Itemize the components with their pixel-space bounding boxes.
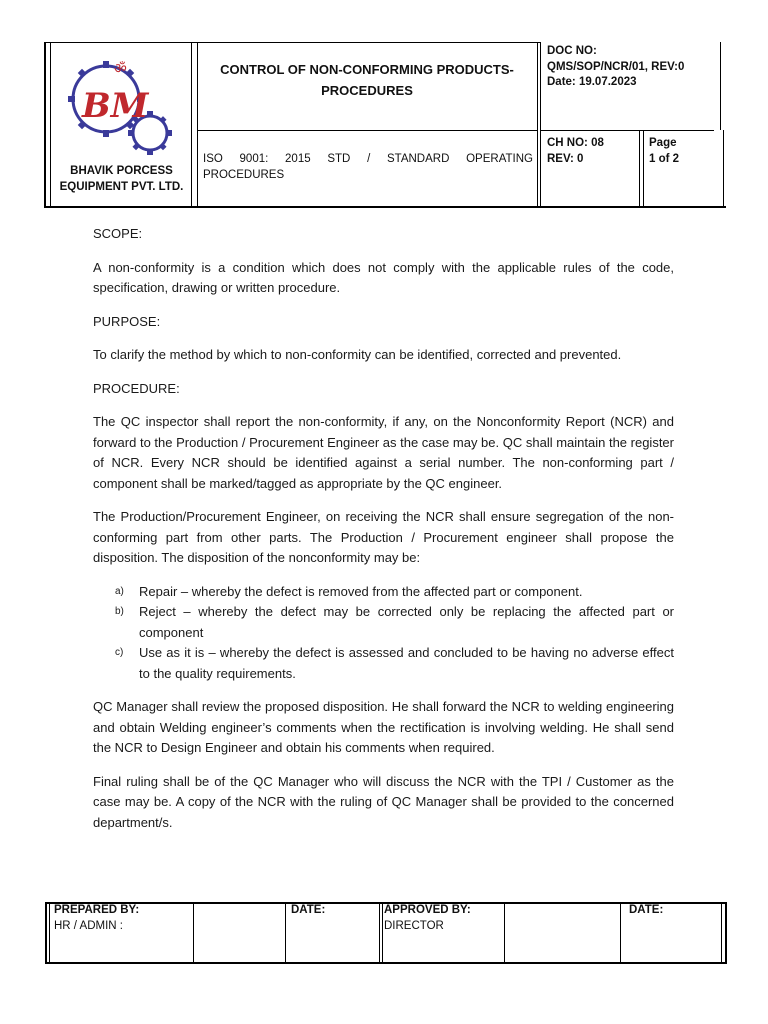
header-border	[44, 206, 726, 208]
prepared-date-label: DATE:	[291, 904, 326, 916]
doc-no-label: DOC NO:	[547, 45, 597, 57]
header-border	[197, 130, 537, 131]
list-item	[93, 582, 674, 603]
header-border	[723, 130, 724, 207]
approved-by-value: DIRECTOR	[384, 919, 444, 932]
list-marker: a)	[115, 585, 124, 597]
purpose-text: To clarify the method by which to non-conformity can be identified, corrected and prevented.	[93, 347, 622, 362]
approved-by-label: APPROVED BY:	[384, 904, 471, 916]
footer-border	[45, 962, 727, 964]
footer-border	[721, 902, 722, 964]
document-header	[44, 42, 726, 207]
header-border	[537, 42, 538, 207]
footer-border	[49, 902, 50, 964]
footer-border	[382, 902, 383, 964]
approved-by	[384, 903, 502, 934]
prepared-by-label: PREPARED BY:	[54, 904, 140, 916]
iso-standard-text: ISO 9001: 2015 STD / STANDARD OPERATING PROCEDURES	[203, 153, 533, 181]
disposition-list	[93, 582, 674, 685]
scope-heading: SCOPE:	[93, 226, 143, 241]
page-title	[214, 60, 520, 101]
om-symbol-icon: ॐ	[114, 61, 127, 77]
list-marker: b)	[115, 606, 124, 617]
list-item-text: Reject – whereby the defect may be corrected only be replacing the affected part or component	[139, 604, 674, 640]
header-border	[50, 42, 51, 207]
logo-monogram: BM	[82, 86, 149, 126]
procedure-paragraph: QC Manager shall review the proposed disposition. He shall forward the NCR to welding engineering and obtain Welding engineer’s comments when the rectification is involving welding. He shall send the NCR to Design Engineer and obtain his comments when required.	[93, 699, 674, 755]
page-number	[649, 136, 719, 167]
header-border	[44, 42, 46, 207]
list-item	[93, 602, 674, 643]
page-label: Page	[649, 137, 677, 149]
header-border	[540, 42, 541, 207]
list-item-text: Use as it is – whereby the defect is assessed and concluded to be having no adverse effect to the quality requirements.	[139, 645, 674, 681]
document-body	[93, 224, 674, 846]
list-marker: c)	[115, 647, 124, 658]
signature-footer	[45, 902, 727, 964]
iso-standard	[203, 152, 533, 183]
header-border	[540, 130, 714, 131]
procedure-paragraph: The QC inspector shall report the non-conformity, if any, on the Nonconformity Report (NCR) and forward to the Production / Procurement Engineer as the case may be. QC shall maintain the register of NCR. Every NCR should be identified against a serial number. The non-conforming part / component shall be marked/tagged as appropriate by the QC engineer.	[93, 414, 674, 491]
doc-no-value: QMS/SOP/NCR/01, REV:0	[547, 60, 685, 73]
chapter-rev	[547, 136, 637, 167]
chapter-no: CH NO: 08	[547, 137, 604, 149]
page-title-text: CONTROL OF NON-CONFORMING PRODUCTS-PROCEDURES	[220, 62, 514, 98]
purpose-heading: PURPOSE:	[93, 313, 161, 329]
footer-border	[504, 902, 505, 964]
footer-border	[45, 902, 47, 964]
header-border	[197, 42, 198, 207]
footer-border	[379, 902, 380, 964]
footer-border	[620, 902, 621, 964]
scope-text: A non-conformity is a condition which does not comply with the applicable rules of the code, specification, drawing or written procedure.	[93, 259, 674, 295]
doc-no	[547, 44, 721, 91]
revision: REV: 0	[547, 152, 584, 165]
company-name	[52, 164, 191, 195]
approved-date-label: DATE:	[629, 904, 664, 916]
list-item-text: Repair – whereby the defect is removed from the affected part or component.	[139, 583, 583, 599]
prepared-by	[54, 903, 192, 934]
footer-border	[285, 902, 286, 964]
prepared-by-value: HR / ADMIN :	[54, 919, 124, 932]
list-item	[93, 643, 674, 684]
page-value: 1 of 2	[649, 152, 680, 165]
procedure-heading: PROCEDURE:	[93, 380, 180, 396]
doc-date: Date: 19.07.2023	[547, 76, 637, 88]
footer-border	[193, 902, 194, 964]
procedure-paragraph: Final ruling shall be of the QC Manager who will discuss the NCR with the TPI / Customer as the case may be. A copy of the NCR with the ruling of QC Manager shall be provided to the concerned department/s.	[93, 773, 674, 830]
header-border	[643, 130, 644, 207]
procedure-paragraph: The Production/Procurement Engineer, on receiving the NCR shall ensure segregation of the non-conforming part from other parts. The Production / Procurement engineer shall propose the disposition. The disposition of the nonconformity may be:	[93, 509, 674, 565]
header-border	[191, 42, 192, 207]
header-border	[639, 130, 640, 207]
footer-border	[725, 902, 727, 964]
header-border	[44, 42, 540, 43]
company-logo	[66, 59, 178, 157]
company-name-text: BHAVIK PORCESS EQUIPMENT PVT. LTD.	[59, 165, 184, 193]
